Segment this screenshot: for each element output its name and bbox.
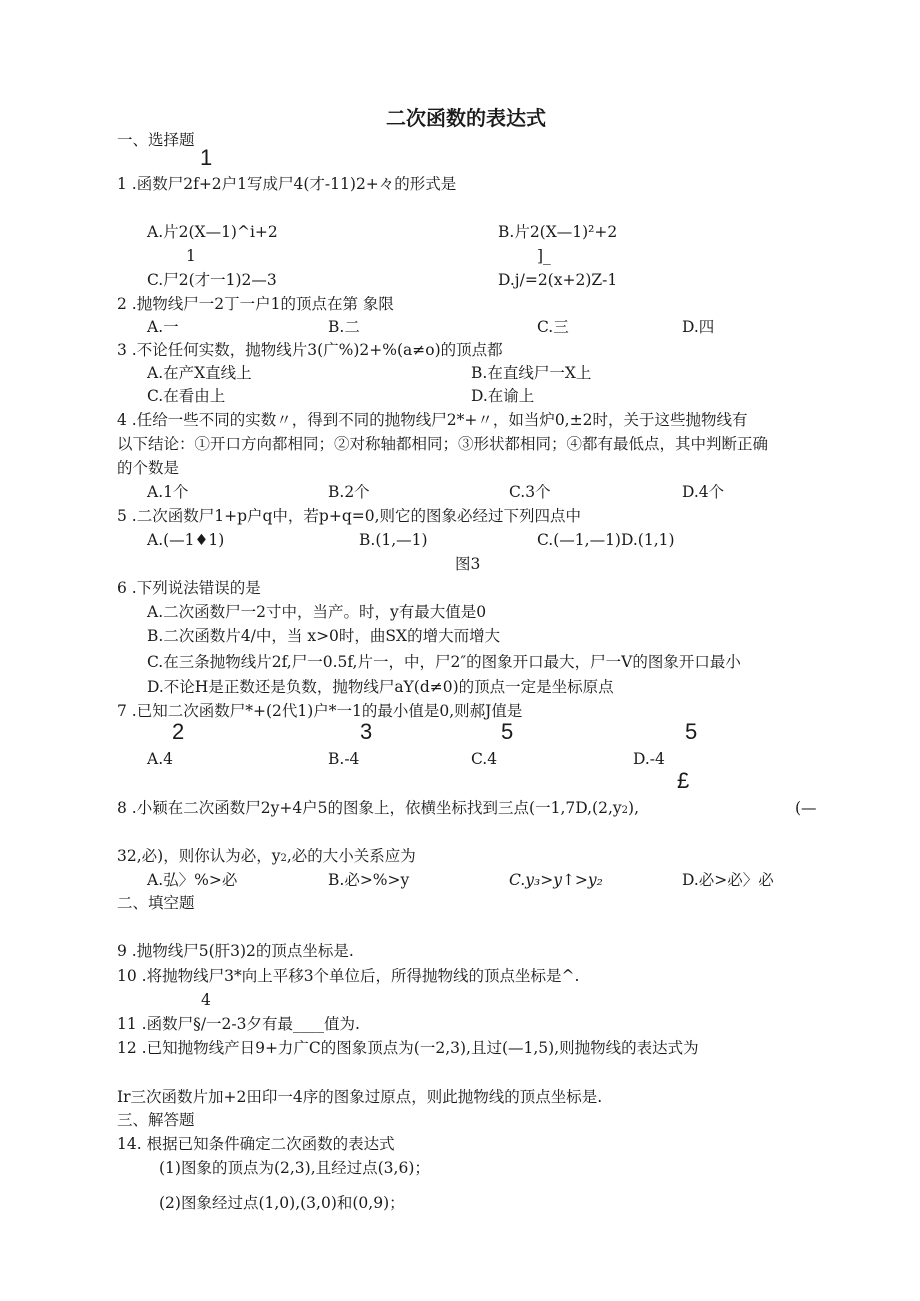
q8-option-c: C.y₃>y↑>y₂: [509, 871, 603, 889]
q14-part2: (2)图象经过点(1,0),(3,0)和(0,9)；: [159, 1194, 405, 1212]
q5-option-b: B.(1,—1): [359, 531, 428, 549]
q7-option-c: C.4: [471, 750, 498, 768]
q8-right-fragment: (—: [795, 799, 817, 817]
q6-option-a: A.二次函数尸一2寸中，当产。时，y有最大值是0: [147, 603, 487, 621]
q3-option-a: A.在产X直线上: [147, 364, 252, 382]
q2-option-b: B.二: [328, 318, 360, 336]
q14-stem: 14. 根据已知条件确定二次函数的表达式: [117, 1135, 395, 1153]
q13: Ir三次函数片加+2田印一4序的图象过原点，则此抛物线的顶点坐标是.: [117, 1088, 603, 1106]
q9: 9 .抛物线尸5(肝3)2的顶点坐标是.: [117, 942, 354, 960]
q4-line1: 4 .任给一些不同的实数〃，得到不同的抛物线尸2*+〃，如当炉0,±2时，关于这些抛物线有: [117, 411, 748, 429]
q8-stem-end: ),: [628, 799, 639, 817]
q4-option-b: B.2个: [328, 483, 370, 501]
q11-frac: 4: [201, 991, 211, 1009]
q1-option-c: C.尸2(才一1)2—3: [147, 271, 277, 289]
q1-option-d: D.j/=2(x+2)Z-1: [498, 271, 618, 289]
q3-option-c: C.在看由上: [147, 387, 226, 405]
q6-option-b: B.二次函数片4/中，当 x>0时，曲SX的增大而增大: [147, 627, 501, 645]
q6-option-d: D.不论H是正数还是负数，抛物线尸aY(d≠0)的顶点一定是坐标原点: [147, 678, 614, 696]
q7-frac-1: 2: [172, 719, 185, 744]
q4-line3: 的个数是: [117, 459, 180, 477]
q8-stem-subscript: 2: [621, 805, 629, 816]
q8-option-b: B.必>%>y: [328, 871, 410, 889]
q14-part1: (1)图象的顶点为(2,3),且经过点(3,6)；: [159, 1159, 430, 1177]
q4-line2: 以下结论：①开口方向都相同；②对称轴都相同；③形状都相同；④都有最低点，其中判断正确: [117, 435, 769, 453]
page-title: 二次函数的表达式: [386, 106, 546, 130]
section-solve: 三、解答题: [117, 1111, 195, 1129]
q7-option-a: A.4: [147, 750, 173, 768]
section-fill-in: 二、填空题: [117, 894, 195, 912]
q1-stem: 1 .函数尸2f+2户1写成尸4(才-11)2+々的形式是: [117, 175, 457, 193]
q8-line2-subscript: 2: [280, 853, 287, 864]
section-choice: 一、选择题: [117, 131, 195, 149]
q7-option-d: D.-4: [633, 750, 665, 768]
q2-option-d: D.四: [682, 318, 715, 336]
q11: 11 .函数尸§/一2-3夕有最____值为.: [117, 1015, 360, 1033]
q6-stem: 6 .下列说法错误的是: [117, 579, 261, 597]
q1-mid-right: ]_: [537, 247, 551, 265]
q7-frac-3: 5: [501, 719, 514, 744]
q5-option-a: A.(—1♦1): [147, 531, 225, 549]
q8-option-a: A.弘〉%>必: [147, 871, 238, 889]
q1-frac-top: 1: [200, 145, 213, 170]
q1-option-b: B.片2(X—1)²+2: [498, 223, 618, 241]
q8-line2: [117, 846, 416, 869]
q8-stem-text: 8 .小颖在二次函数尸2y+4户5的图象上，依横坐标找到三点(一1,7D,(2,y: [117, 799, 622, 817]
q5-option-cd: C.(—1,—1)D.(1,1): [537, 531, 675, 549]
q6-option-c: C.在三条抛物线片2f,尸一0.5f,片一，中，尸2″的图象开口最大，尸一V的图象开口最小: [147, 653, 741, 671]
q4-option-d: D.4个: [682, 483, 725, 501]
q5-stem: 5 .二次函数尸1+p户q中，若p+q=0,则它的图象必经过下列四点中: [117, 507, 582, 525]
q5-figure-label: 图3: [455, 555, 481, 573]
q4-option-c: C.3个: [509, 483, 551, 501]
q8-line2-end: ,必的大小关系应为: [286, 847, 416, 865]
q8-line2-text: 32,必)，则你认为必，y: [117, 847, 281, 865]
q7-pound-mark: £: [677, 768, 690, 793]
q7-option-b: B.-4: [328, 750, 360, 768]
q2-option-c: C.三: [537, 318, 569, 336]
q2-option-a: A.一: [147, 318, 179, 336]
q12: 12 .已知抛物线产日9+力广C的图象顶点为(一2,3),且过(—1,5),则抛物线的表达式为: [117, 1039, 699, 1057]
q2-stem: 2 .抛物线尸一2丁一户1的顶点在第 象限: [117, 295, 394, 313]
q4-option-a: A.1个: [147, 483, 189, 501]
q1-mid-left: 1: [186, 247, 196, 265]
q3-option-d: D.在谕上: [471, 387, 535, 405]
q7-frac-2: 3: [360, 719, 373, 744]
q3-stem: 3 .不论任何实数，抛物线片3(广%)2+%(a≠o)的顶点都: [117, 341, 503, 359]
q1-option-a: A.片2(X—1)^i+2: [147, 223, 278, 241]
q7-frac-4: 5: [685, 719, 698, 744]
q10: 10 .将抛物线尸3*向上平移3个单位后，所得抛物线的顶点坐标是^.: [117, 967, 580, 985]
q7-stem: 7 .已知二次函数尸*+(2代1)户*一1的最小值是0,则郝J值是: [117, 702, 523, 720]
q8-stem: [117, 798, 639, 821]
q3-option-b: B.在直线尸一X上: [471, 364, 592, 382]
q8-option-d: D.必>必〉必: [682, 871, 774, 889]
